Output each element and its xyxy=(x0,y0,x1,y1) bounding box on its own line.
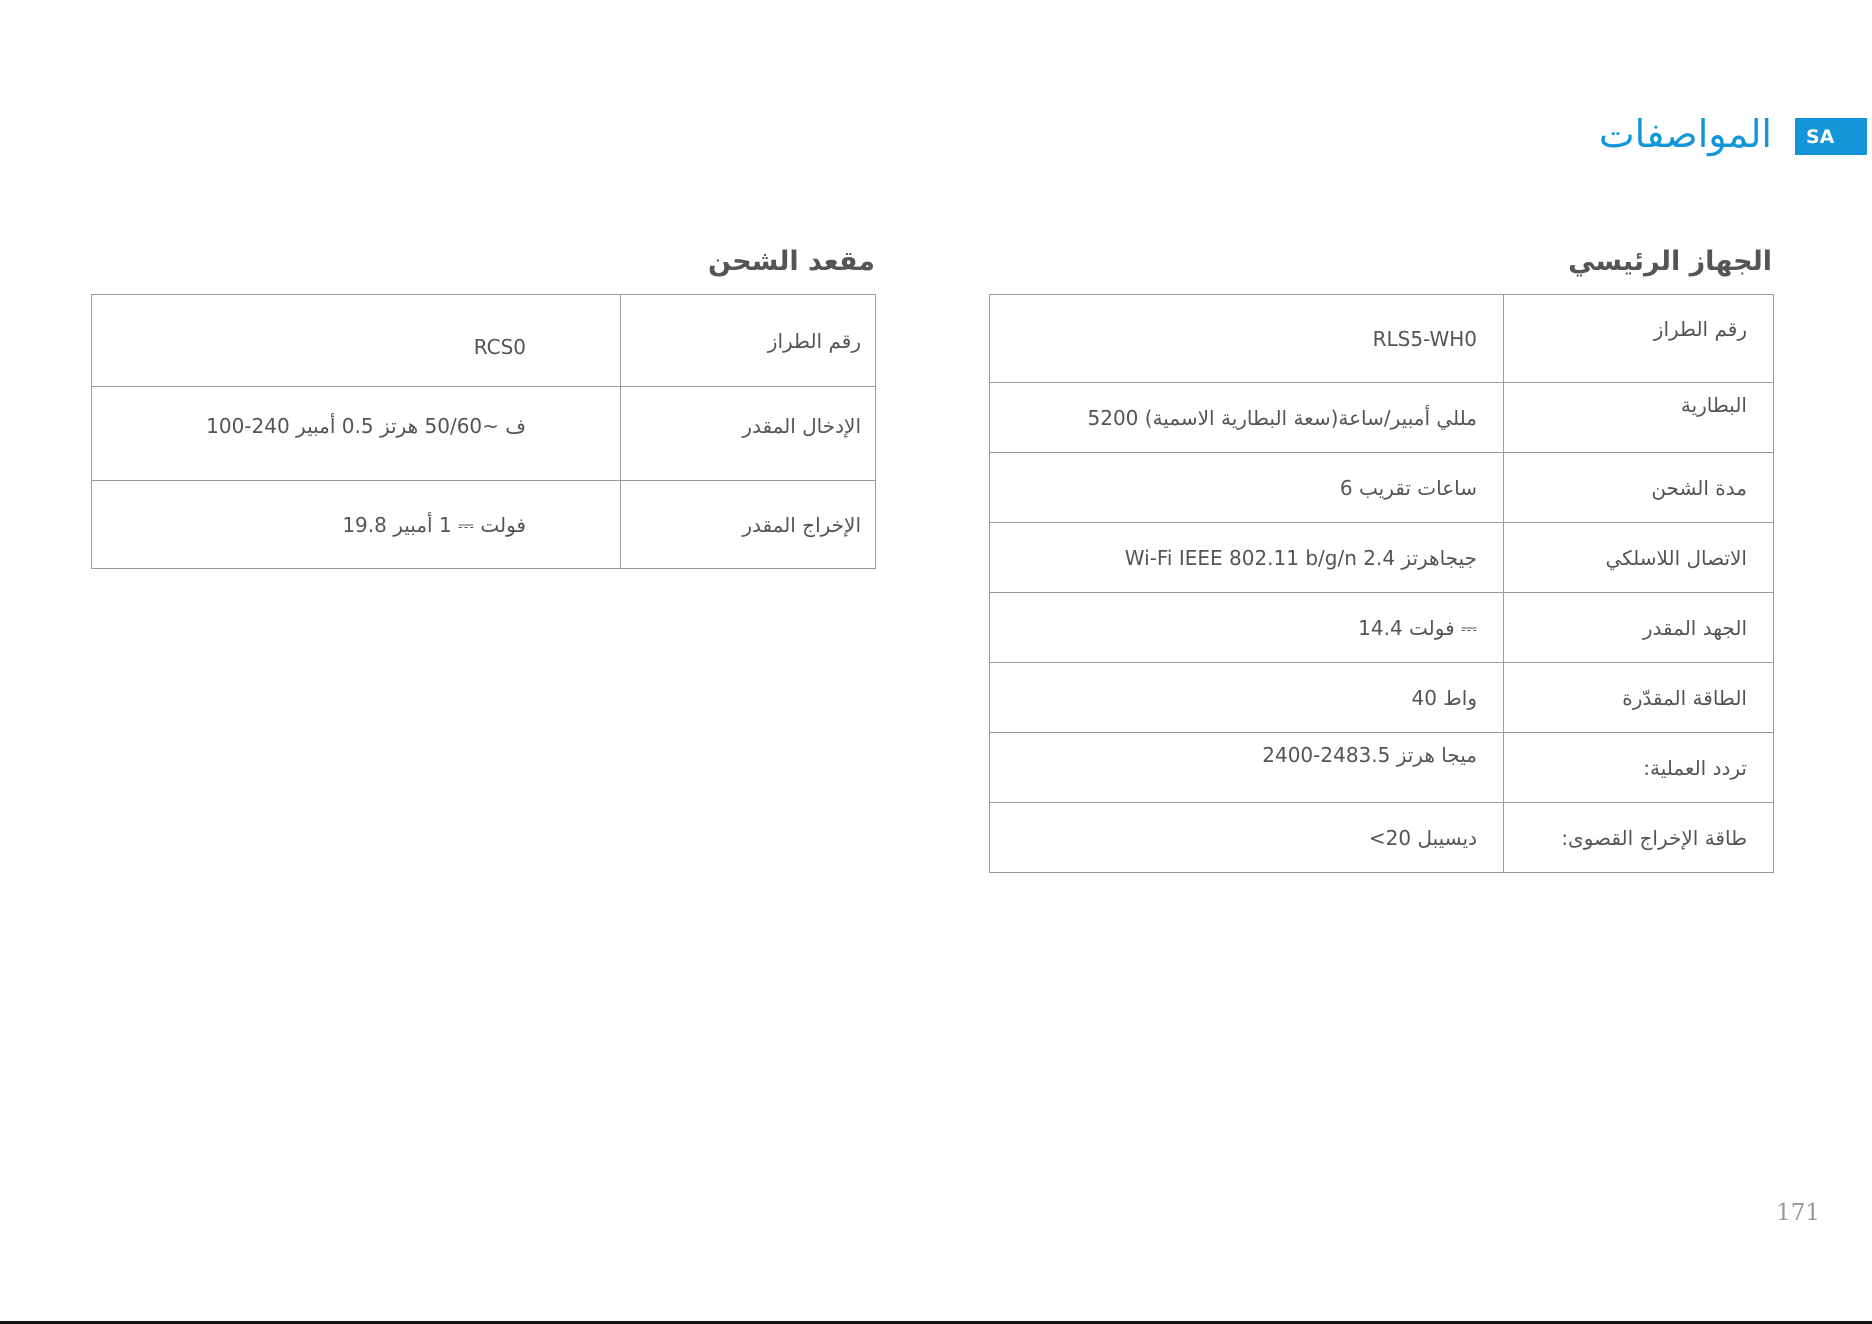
spec-value: 14.4 فولت ⎓ xyxy=(990,593,1504,663)
dock-title: مقعد الشحن xyxy=(707,246,875,277)
table-row xyxy=(92,481,876,569)
spec-label: رقم الطراز xyxy=(621,295,876,387)
spec-value: 100-240 ف ~50/60 هرتز 0.5 أمبير xyxy=(92,387,621,481)
spec-value: 5200 مللي أمبير/ساعة(سعة البطارية الاسمية) xyxy=(990,383,1504,453)
spec-value: 2400-2483.5 ميجا هرتز xyxy=(990,733,1504,803)
spec-label: الطاقة المقدّرة xyxy=(1504,663,1774,733)
table-row xyxy=(990,453,1774,523)
spec-label: مدة الشحن xyxy=(1504,453,1774,523)
spec-value: 6 ساعات تقريب xyxy=(990,453,1504,523)
table-row xyxy=(990,295,1774,383)
table-row xyxy=(92,387,876,481)
dock-spec-table xyxy=(91,294,876,569)
spec-value-unit: Wi-Fi IEEE 802.11 b/g/n 2.4 جيجاهرتز xyxy=(1124,545,1477,570)
table-row xyxy=(990,383,1774,453)
spec-label: الإخراج المقدر xyxy=(621,481,876,569)
main-device-spec-table xyxy=(989,294,1774,873)
spec-value: 19.8 فولت ⎓ 1 أمبير xyxy=(92,481,621,569)
spec-label: تردد العملية: xyxy=(1504,733,1774,803)
spec-value: RLS5-WH0 xyxy=(990,295,1504,383)
spec-label: الجهد المقدر xyxy=(1504,593,1774,663)
spec-value: <20 ديسيبل xyxy=(990,803,1504,873)
spec-label: البطارية xyxy=(1504,383,1774,453)
main-device-title: الجهاز الرئيسي xyxy=(1568,246,1772,277)
table-row xyxy=(990,593,1774,663)
spec-label: الإدخال المقدر xyxy=(621,387,876,481)
spec-value: RCS0 xyxy=(92,295,621,387)
page-number: 171 xyxy=(1776,1200,1820,1226)
spec-value: 40 واط xyxy=(990,663,1504,733)
table-row xyxy=(990,803,1774,873)
spec-label: الاتصال اللاسلكي xyxy=(1504,523,1774,593)
page-title: المواصفات xyxy=(1598,112,1772,156)
table-row xyxy=(92,295,876,387)
table-row xyxy=(990,663,1774,733)
table-row xyxy=(990,523,1774,593)
language-badge: SA xyxy=(1795,118,1867,155)
spec-label: رقم الطراز xyxy=(1504,295,1774,383)
spec-label: طاقة الإخراج القصوى: xyxy=(1504,803,1774,873)
table-row xyxy=(990,733,1774,803)
spec-value xyxy=(990,523,1504,593)
